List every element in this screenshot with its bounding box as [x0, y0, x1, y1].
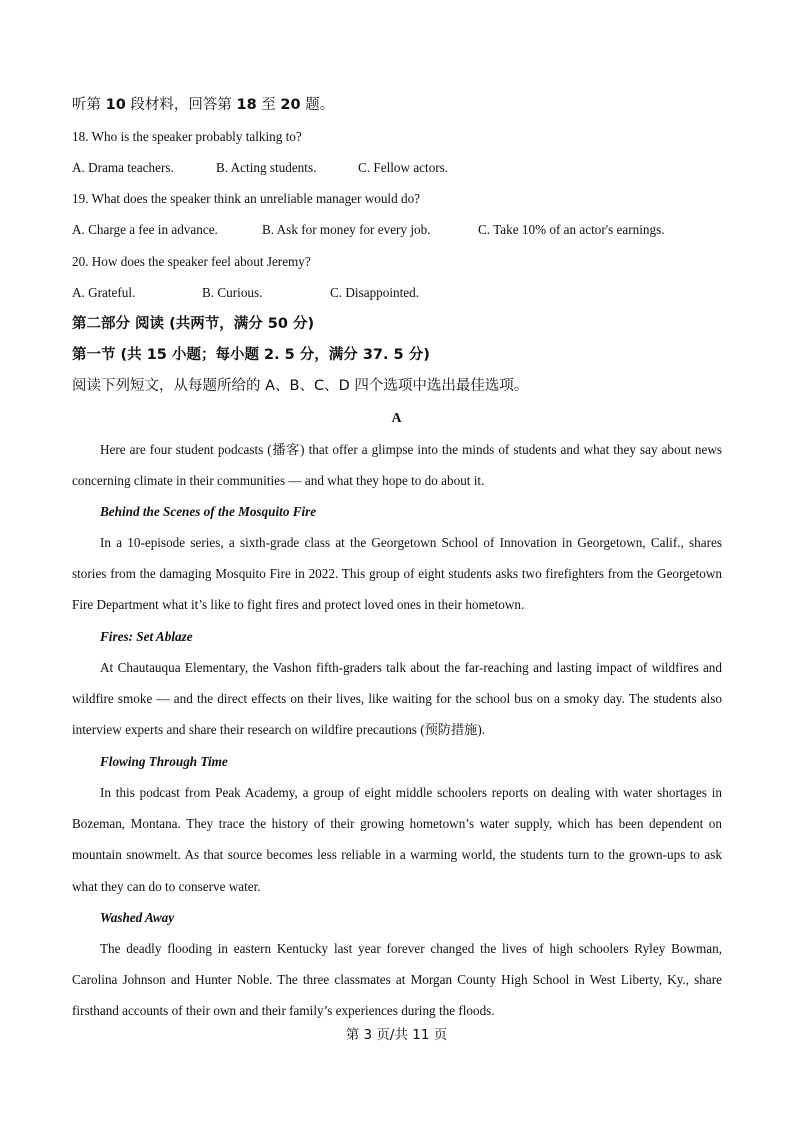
podcast-paragraph-2: At Chautauqua Elementary, the Vashon fifth-graders talk about the far-reaching and lasting impact of wildfires and wildfire smoke — and the direct effects on their lives, like waiting for the school bus on a smoky day. The students also interview experts and share their research on wildfire precautions (预防措施). — [72, 660, 722, 738]
q20-option-a: A. Grateful. — [72, 285, 136, 300]
podcast-paragraph-4: The deadly flooding in eastern Kentucky last year forever changed the lives of high schoolers Ryley Bowman, Carolina Johnson and Hunter Noble. The three classmates at Morgan County High School in West Liberty, Ky., share firsthand accounts of their own and their family’s experiences during the floods. — [72, 941, 722, 1019]
podcast-paragraph-1: In a 10-episode series, a sixth-grade class at the Georgetown School of Innovation in Georgetown, Calif., shares stories from the damaging Mosquito Fire in 2022. This group of eight students asks two firefighters from the Georgetown Fire Department what it’s like to fight fires and protect loved ones in their hometown. — [72, 535, 722, 613]
question-19: 19. What does the speaker think an unreliable manager would do? — [72, 191, 421, 206]
question-20: 20. How does the speaker feel about Jeremy? — [72, 254, 311, 269]
section1-heading: 第一节 (共 15 小题；每小题 2. 5 分，满分 37. 5 分) — [72, 347, 430, 363]
podcast-title-4: Washed Away — [100, 910, 175, 925]
q19-option-a: A. Charge a fee in advance. — [72, 222, 218, 237]
question-18: 18. Who is the speaker probably talking to? — [72, 129, 302, 144]
q18-option-c: C. Fellow actors. — [358, 160, 449, 175]
podcast-title-1: Behind the Scenes of the Mosquito Fire — [100, 504, 317, 519]
instruction-number: 20 — [280, 97, 301, 113]
passage-intro: Here are four student podcasts (播客) that offer a glimpse into the minds of students and what they say about news concerning climate in their communities — and what they hope to do about it. — [72, 442, 722, 489]
page-number: 第 3 页/共 11 页 — [345, 1027, 448, 1043]
podcast-title-2: Fires: Set Ablaze — [100, 629, 193, 644]
q18-option-b: B. Acting students. — [216, 160, 317, 175]
q18-option-a: A. Drama teachers. — [72, 160, 174, 175]
instruction-text: 至 — [256, 97, 281, 113]
listening-instruction — [72, 97, 334, 113]
q20-option-c: C. Disappointed. — [330, 285, 420, 300]
instruction-text: 听第 — [72, 97, 106, 113]
part2-heading: 第二部分 阅读 (共两节，满分 50 分) — [72, 316, 315, 332]
q19-option-b: B. Ask for money for every job. — [262, 222, 431, 237]
instruction-number: 18 — [236, 97, 257, 113]
q19-option-c: C. Take 10% of an actor's earnings. — [478, 222, 665, 237]
reading-directions: 阅读下列短文，从每题所给的 A、B、C、D 四个选项中选出最佳选项。 — [72, 378, 529, 394]
instruction-text: 段材料，回答第 — [125, 97, 237, 113]
podcast-title-3: Flowing Through Time — [100, 754, 228, 769]
podcast-paragraph-3: In this podcast from Peak Academy, a group of eight middle schoolers reports on dealing with water shortages in Bozeman, Montana. They trace the history of their growing hometown’s water supply, which has been dependent on mountain snowmelt. As that source becomes less reliable in a warming world, the students turn to the grown-ups to ask what they can do to conserve water. — [72, 785, 722, 894]
instruction-number: 10 — [105, 97, 126, 113]
q20-option-b: B. Curious. — [202, 285, 263, 300]
passage-label: A — [391, 411, 402, 426]
instruction-text: 题。 — [300, 97, 335, 113]
